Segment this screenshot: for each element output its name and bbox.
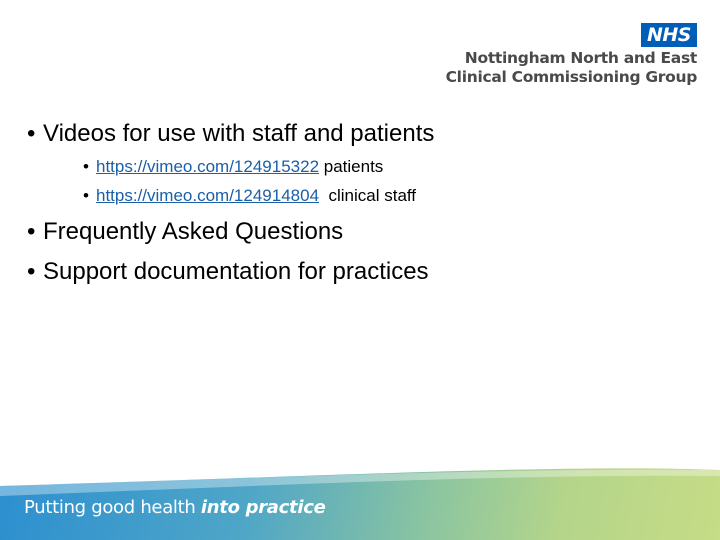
organisation-name-line1: Nottingham North and East (464, 49, 697, 67)
bullet-dot-icon: • (83, 186, 89, 205)
nhs-logo: NHS (641, 23, 697, 47)
bullet-faq-text: Frequently Asked Questions (43, 218, 344, 245)
bullet-dot-icon: • (27, 120, 36, 147)
tagline-emphasis: into practice (200, 497, 326, 518)
vimeo-link-patients[interactable]: https://vimeo.com/124915322 (96, 157, 320, 176)
bullet-dot-icon: • (27, 258, 36, 285)
bullet-support-docs (27, 258, 429, 286)
vimeo-link-clinical-staff[interactable]: https://vimeo.com/124914804 (96, 186, 320, 205)
organisation-name-line2: Clinical Commissioning Group (445, 68, 697, 86)
bullet-faq (27, 218, 343, 246)
bullet-dot-icon: • (27, 218, 36, 245)
bullet-dot-icon: • (83, 157, 89, 176)
bullet-support-docs-text: Support documentation for practices (43, 258, 429, 285)
video-link-clinical-staff-suffix: clinical staff (319, 186, 417, 205)
video-link-patients-suffix: patients (319, 157, 384, 176)
tagline-plain: Putting good health (24, 497, 201, 518)
sub-bullet-video-link-clinical-staff (83, 186, 416, 206)
bullet-videos (27, 120, 434, 148)
sub-bullet-video-link-patients (83, 157, 383, 177)
bullet-videos-text: Videos for use with staff and patients (43, 120, 435, 147)
organisation-name (446, 49, 697, 87)
footer-tagline (24, 497, 325, 519)
footer-banner (0, 462, 720, 540)
